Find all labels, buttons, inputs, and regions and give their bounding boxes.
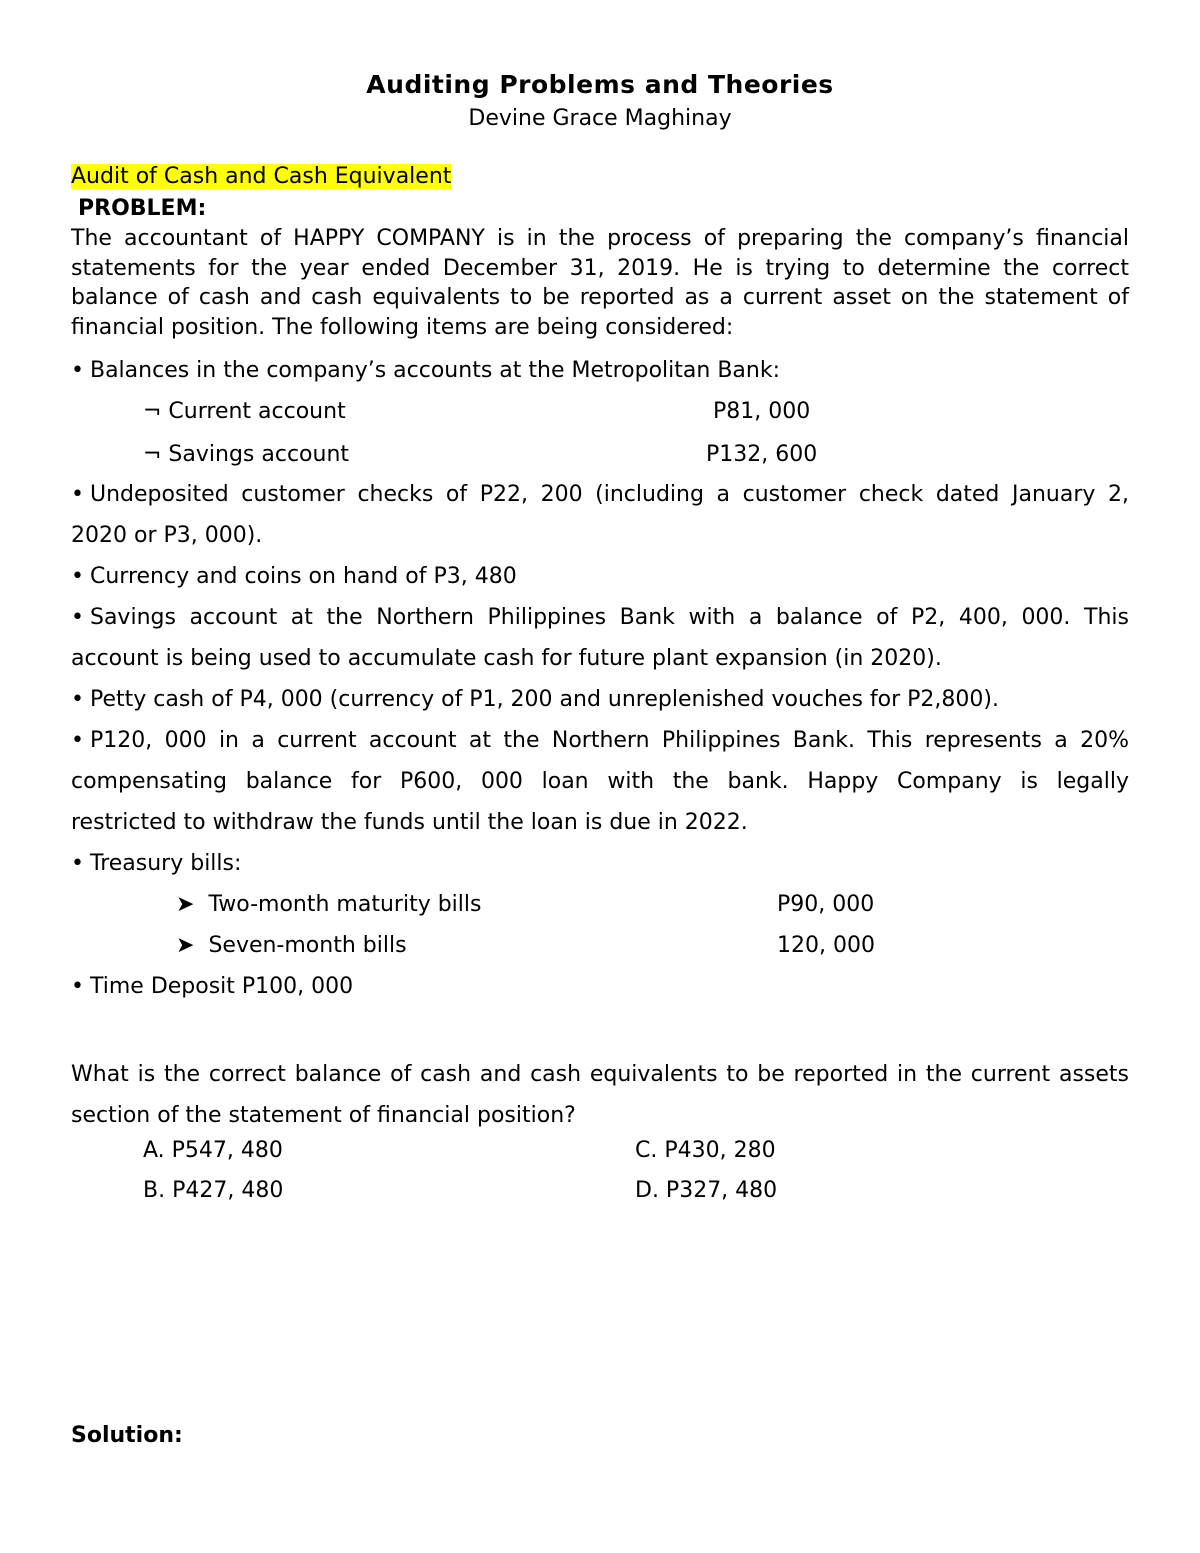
problem-intro: The accountant of HAPPY COMPANY is in the process of preparing the company’s financial statements for the year ended December 31, 2019. He is trying to determine the correct balance of cash and cash equivalents to be reported as a current asset on the statement of financial position. The following items are being considered: xyxy=(71,226,1129,340)
document-author: Devine Grace Maghinay xyxy=(468,106,732,131)
two-month-row xyxy=(176,892,481,917)
problem-label: PROBLEM: xyxy=(78,196,207,221)
choice-b: B. P427, 480 xyxy=(143,1178,284,1203)
section-heading xyxy=(71,164,451,189)
seven-month-row xyxy=(176,933,407,958)
choice-a: A. P547, 480 xyxy=(143,1138,283,1163)
seven-month-amount: 120, 000 xyxy=(777,933,875,958)
choice-c: C. P430, 280 xyxy=(635,1138,776,1163)
current-account-amount: P81, 000 xyxy=(713,399,811,424)
item-petty-cash: • Petty cash of P4, 000 (currency of P1, 200 and unreplenished vouches for P2,800). xyxy=(71,687,1129,712)
item-treasury: • Treasury bills: xyxy=(71,851,1129,876)
item-compensating-line1: • P120, 000 in a current account at the Northern Philippines Bank. This represents a 20% xyxy=(71,728,1129,753)
question-text: What is the correct balance of cash and cash equivalents to be reported in the current assets section of the statement of financial position? xyxy=(71,1062,1129,1128)
item-undeposited-line1: • Undeposited customer checks of P22, 200 (including a customer check dated January 2, xyxy=(71,482,1129,507)
solution-label: Solution: xyxy=(71,1423,183,1448)
item-time-deposit: • Time Deposit P100, 000 xyxy=(71,974,1129,999)
choice-d: D. P327, 480 xyxy=(635,1178,778,1203)
seven-month-label: Seven-month bills xyxy=(208,933,407,958)
savings-account-amount: P132, 600 xyxy=(706,442,818,467)
item-metrobank: • Balances in the company’s accounts at the Metropolitan Bank: xyxy=(71,358,1129,383)
arrow-bullet-icon: ➤ xyxy=(176,892,195,917)
item-savings-npb-line1: • Savings account at the Northern Philippines Bank with a balance of P2, 400, 000. This xyxy=(71,605,1129,630)
highlighted-heading-text: Audit of Cash and Cash Equivalent xyxy=(71,164,452,189)
item-currency: • Currency and coins on hand of P3, 480 xyxy=(71,564,1129,589)
item-savings-npb-line2: account is being used to accumulate cash for future plant expansion (in 2020). xyxy=(71,646,942,671)
savings-account-label: ¬ Savings account xyxy=(143,442,350,467)
two-month-label: Two-month maturity bills xyxy=(208,892,482,917)
item-compensating-line3: restricted to withdraw the funds until the loan is due in 2022. xyxy=(71,810,748,835)
current-account-label: ¬ Current account xyxy=(143,399,346,424)
document-title: Auditing Problems and Theories xyxy=(366,70,834,99)
arrow-bullet-icon: ➤ xyxy=(176,933,195,958)
two-month-amount: P90, 000 xyxy=(777,892,875,917)
item-compensating-line2: compensating balance for P600, 000 loan with the bank. Happy Company is legally xyxy=(71,769,1129,794)
item-undeposited-line2: 2020 or P3, 000). xyxy=(71,523,263,548)
